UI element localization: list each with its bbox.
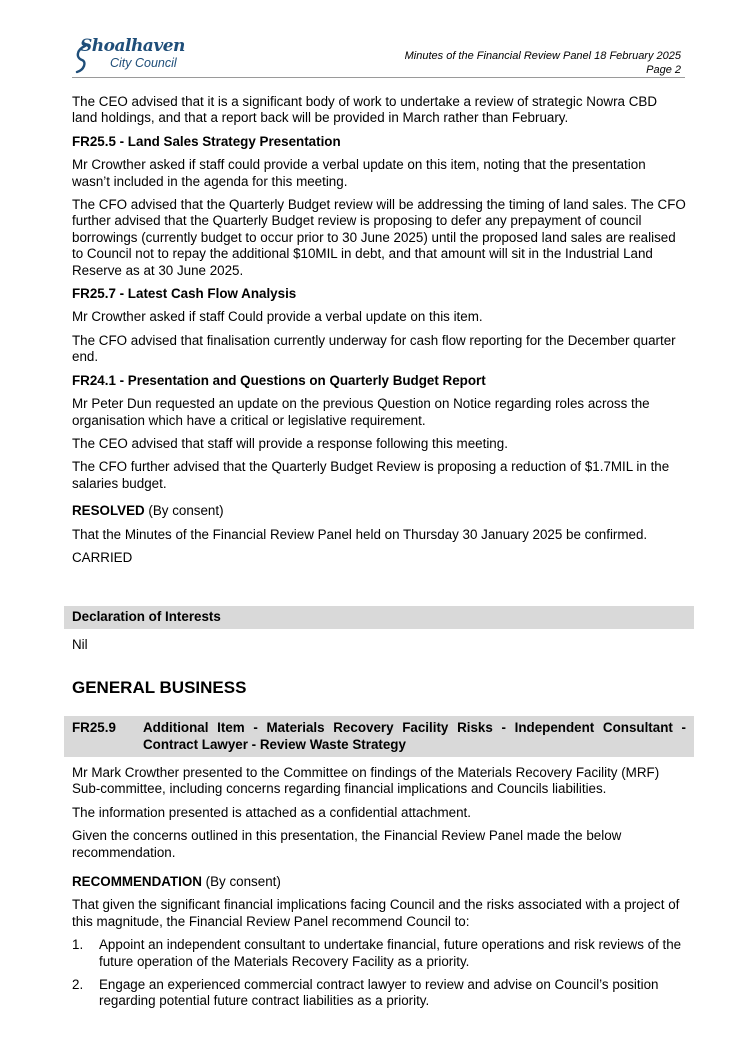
list-number: 2. [72, 977, 84, 993]
agenda-item-heading [64, 716, 694, 757]
recommendation-label: RECOMMENDATION [72, 874, 202, 889]
list-text: Engage an experienced commercial contract lawyer to review and advise on Council’s position regarding potential future contract liabilities as a priority. [99, 977, 659, 1009]
paragraph: The CEO advised that staff will provide a response following this meeting. [72, 435, 508, 451]
carried-label: CARRIED [72, 549, 133, 565]
paragraph: Mr Mark Crowther presented to the Committee on findings of the Materials Recovery Facility (MRF) Sub-committee, including concerns regarding financial implications and Councils liabilities. [72, 764, 660, 797]
item-title: Additional Item - Materials Recovery Facility Risks - Independent Consultant - Contract Lawyer - Review Waste Strategy [143, 720, 686, 752]
section-heading: FR24.1 - Presentation and Questions on Quarterly Budget Report [72, 372, 486, 388]
shoalhaven-logo [74, 36, 204, 76]
paragraph: That the Minutes of the Financial Review Panel held on Thursday 30 January 2025 be confirmed. [72, 526, 648, 542]
paragraph: Given the concerns outlined in this presentation, the Financial Review Panel made the below recommendation. [72, 828, 622, 860]
logo-subtitle: City Council [110, 56, 177, 70]
paragraph: The CFO advised that the Quarterly Budget review will be addressing the timing of land sales. The CFO further advised that the Quarterly Budget review is proposing to defer any prepayment of council borrowings (currently budget to occur prior to 30 June 2025) until the proposed land sales are realised to Council not to repay the additional $10MIL in debt, and that amount will sit in the Industrial Land Reserve as at 30 June 2025. [72, 197, 686, 278]
logo-wordmark: Shoalhaven [80, 36, 185, 56]
document-title: Minutes of the Financial Review Panel 18 February 2025 [404, 50, 681, 62]
declaration-heading: Declaration of Interests [64, 606, 694, 628]
list-item [72, 937, 686, 970]
general-business-heading: GENERAL BUSINESS [72, 678, 247, 698]
declaration-value: Nil [72, 636, 88, 652]
list-item [72, 977, 686, 1010]
paragraph: Mr Peter Dun requested an update on the previous Question on Notice regarding roles across the organisation which have a critical or legislative requirement. [72, 396, 650, 428]
page-number: Page 2 [646, 64, 681, 76]
paragraph: The CFO further advised that the Quarterly Budget Review is proposing a reduction of $1.7MIL in the salaries budget. [72, 459, 670, 491]
resolved-label: RESOLVED [72, 503, 145, 519]
recommendation-line [72, 874, 686, 890]
paragraph: The CFO advised that finalisation currently underway for cash flow reporting for the December quarter end. [72, 332, 676, 365]
paragraph: The information presented is attached as a confidential attachment. [72, 804, 471, 820]
paragraph: That given the significant financial implications facing Council and the risks associated with a project of this magnitude, the Financial Review Panel recommend Council to: [72, 897, 680, 929]
header-divider [72, 77, 685, 78]
item-number: FR25.9 [72, 720, 116, 736]
recommendation-list [72, 937, 686, 1010]
section-heading: FR25.5 - Land Sales Strategy Presentation [72, 133, 341, 149]
resolution-line [72, 503, 686, 519]
list-text: Appoint an independent consultant to undertake financial, future operations and risk reviews of the future operation of the Materials Recovery Facility as a priority. [99, 937, 682, 969]
document-body [72, 94, 686, 1017]
paragraph: The CEO advised that it is a significant body of work to undertake a review of strategic Nowra CBD land holdings, and that a report back will be provided in March rather than February. [72, 94, 657, 126]
resolved-note: (By consent) [144, 503, 224, 519]
paragraph: Mr Crowther asked if staff Could provide a verbal update on this item. [72, 309, 483, 325]
page-header [405, 49, 681, 77]
paragraph: Mr Crowther asked if staff could provide a verbal update on this item, noting that the presentation wasn’t included in the agenda for this meeting. [72, 157, 646, 189]
recommendation-note: (By consent) [201, 874, 281, 889]
section-heading: FR25.7 - Latest Cash Flow Analysis [72, 286, 297, 302]
list-number: 1. [72, 937, 84, 953]
